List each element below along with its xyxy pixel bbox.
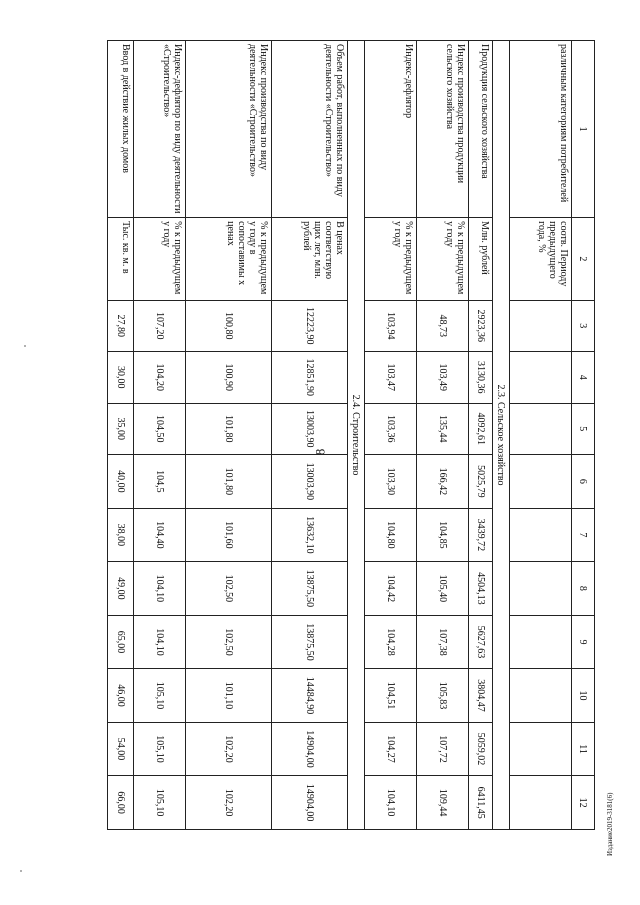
cell-value: 135,44 bbox=[417, 403, 469, 455]
column-header: 6 bbox=[572, 455, 595, 509]
row-label: Индекс-дефлятор bbox=[365, 41, 417, 218]
cell-value: 35,00 bbox=[108, 403, 134, 455]
row-label: Объем работ, выполненных по виду деятельности «Строительство» bbox=[272, 41, 348, 218]
cell-value: 103,49 bbox=[417, 352, 469, 404]
row-unit: % к предыдущем у году bbox=[365, 218, 417, 300]
cell-value: 103,30 bbox=[365, 455, 417, 509]
cell-value: 104,51 bbox=[365, 669, 417, 723]
cell-value: 104,10 bbox=[134, 562, 186, 616]
table-row bbox=[134, 41, 186, 830]
cell-value bbox=[510, 615, 572, 669]
cell-value: 4504,13 bbox=[469, 562, 493, 616]
cell-value: 107,38 bbox=[417, 615, 469, 669]
cell-value: 104,10 bbox=[134, 615, 186, 669]
footer-code: Издание2019-3181(6) bbox=[606, 792, 614, 856]
cell-value: 166,42 bbox=[417, 455, 469, 509]
cell-value: 14904,00 bbox=[272, 776, 348, 830]
cell-value: 100,90 bbox=[186, 352, 272, 404]
section-title-construction: 2.4. Строительство bbox=[348, 41, 365, 830]
cell-value bbox=[510, 352, 572, 404]
page-number: 8 bbox=[312, 448, 327, 456]
table-row bbox=[469, 41, 493, 830]
table-row bbox=[108, 41, 134, 830]
cell-value: 5025,79 bbox=[469, 455, 493, 509]
row-label: Ввод в действие жилых домов bbox=[108, 41, 134, 218]
cell-value: 66,00 bbox=[108, 776, 134, 830]
row-label: Продукция сельского хозяйства bbox=[469, 41, 493, 218]
cell-value: 101,60 bbox=[186, 508, 272, 562]
row-unit: Млн. рублей bbox=[469, 218, 493, 300]
cell-value bbox=[510, 508, 572, 562]
column-header: 2 bbox=[572, 218, 595, 300]
cell-value: 105,10 bbox=[134, 722, 186, 776]
cell-value: 104,5 bbox=[134, 455, 186, 509]
section-title-agriculture: 2.3. Сельское хозяйство bbox=[493, 41, 510, 830]
cell-value: 40,00 bbox=[108, 455, 134, 509]
row-unit: соотв. Периоду предыдущего года, % bbox=[510, 218, 572, 300]
cell-value: 103,47 bbox=[365, 352, 417, 404]
cell-value: 103,94 bbox=[365, 300, 417, 352]
cell-value: 104,85 bbox=[417, 508, 469, 562]
cell-value: 13003,90 bbox=[272, 403, 348, 455]
cell-value bbox=[510, 403, 572, 455]
cell-value: 30,00 bbox=[108, 352, 134, 404]
column-header: 9 bbox=[572, 615, 595, 669]
data-table bbox=[107, 40, 595, 830]
cell-value: 65,00 bbox=[108, 615, 134, 669]
cell-value bbox=[510, 669, 572, 723]
section-row bbox=[493, 41, 510, 830]
cell-value: 104,10 bbox=[365, 776, 417, 830]
section-row bbox=[348, 41, 365, 830]
cell-value: 13875,50 bbox=[272, 562, 348, 616]
scan-dot bbox=[24, 345, 26, 347]
cell-value: 12223,90 bbox=[272, 300, 348, 352]
cell-value: 101,80 bbox=[186, 455, 272, 509]
column-header: 8 bbox=[572, 562, 595, 616]
cell-value: 13632,10 bbox=[272, 508, 348, 562]
cell-value: 6411,45 bbox=[469, 776, 493, 830]
cell-value: 49,00 bbox=[108, 562, 134, 616]
cell-value: 105,10 bbox=[134, 776, 186, 830]
cell-value: 102,50 bbox=[186, 562, 272, 616]
cell-value: 3439,72 bbox=[469, 508, 493, 562]
cell-value bbox=[510, 455, 572, 509]
cell-value: 107,72 bbox=[417, 722, 469, 776]
table-row bbox=[417, 41, 469, 830]
cell-value: 109,44 bbox=[417, 776, 469, 830]
column-header: 4 bbox=[572, 352, 595, 404]
row-unit: % к предыдущем у году bbox=[417, 218, 469, 300]
cell-value: 102,50 bbox=[186, 615, 272, 669]
column-header: 7 bbox=[572, 508, 595, 562]
row-label: Индекс производства по виду деятельности «Строительство» bbox=[186, 41, 272, 218]
cell-value: 14484,90 bbox=[272, 669, 348, 723]
header-row bbox=[572, 41, 595, 830]
cell-value: 107,20 bbox=[134, 300, 186, 352]
cell-value: 14904,00 bbox=[272, 722, 348, 776]
cell-value: 5059,02 bbox=[469, 722, 493, 776]
cell-value: 104,80 bbox=[365, 508, 417, 562]
cell-value: 105,40 bbox=[417, 562, 469, 616]
cell-value: 13875,50 bbox=[272, 615, 348, 669]
cell-value: 104,20 bbox=[134, 352, 186, 404]
cell-value: 2923,36 bbox=[469, 300, 493, 352]
row-unit: В ценах соответствую щих лет, млн. рублей bbox=[272, 218, 348, 300]
column-header: 12 bbox=[572, 776, 595, 830]
cell-value: 4092,61 bbox=[469, 403, 493, 455]
scan-dot bbox=[20, 870, 22, 872]
cell-value bbox=[510, 300, 572, 352]
cell-value: 101,80 bbox=[186, 403, 272, 455]
rotated-table-container bbox=[95, 40, 595, 830]
table-row bbox=[186, 41, 272, 830]
row-unit: % к предыдущем у году в сопоставимы х ценах bbox=[186, 218, 272, 300]
cell-value: 104,42 bbox=[365, 562, 417, 616]
column-header: 1 bbox=[572, 41, 595, 218]
row-label: Индекс-дефлятор по виду деятельности «Строительство» bbox=[134, 41, 186, 218]
row-unit: Тыс. кв. м. в bbox=[108, 218, 134, 300]
cell-value bbox=[510, 776, 572, 830]
cell-value: 105,10 bbox=[134, 669, 186, 723]
cell-value: 27,80 bbox=[108, 300, 134, 352]
cell-value: 104,40 bbox=[134, 508, 186, 562]
table-row bbox=[365, 41, 417, 830]
column-header: 10 bbox=[572, 669, 595, 723]
cell-value: 104,28 bbox=[365, 615, 417, 669]
cell-value bbox=[510, 722, 572, 776]
column-header: 3 bbox=[572, 300, 595, 352]
cell-value: 105,83 bbox=[417, 669, 469, 723]
column-header: 11 bbox=[572, 722, 595, 776]
cell-value: 102,20 bbox=[186, 722, 272, 776]
cell-value: 38,00 bbox=[108, 508, 134, 562]
cell-value: 13003,90 bbox=[272, 455, 348, 509]
cell-value: 104,27 bbox=[365, 722, 417, 776]
cell-value: 46,00 bbox=[108, 669, 134, 723]
row-label: различным категориям потребителей bbox=[510, 41, 572, 218]
cell-value: 104,50 bbox=[134, 403, 186, 455]
cell-value: 3130,36 bbox=[469, 352, 493, 404]
row-unit: % к предыдущем у году bbox=[134, 218, 186, 300]
cell-value: 100,80 bbox=[186, 300, 272, 352]
cell-value: 102,20 bbox=[186, 776, 272, 830]
cell-value: 3804,47 bbox=[469, 669, 493, 723]
table-row bbox=[510, 41, 572, 830]
cell-value: 12851,90 bbox=[272, 352, 348, 404]
cell-value: 54,00 bbox=[108, 722, 134, 776]
cell-value bbox=[510, 562, 572, 616]
cell-value: 101,10 bbox=[186, 669, 272, 723]
cell-value: 103,36 bbox=[365, 403, 417, 455]
cell-value: 5627,63 bbox=[469, 615, 493, 669]
row-label: Индекс производства продукции сельского хозяйства bbox=[417, 41, 469, 218]
cell-value: 48,73 bbox=[417, 300, 469, 352]
column-header: 5 bbox=[572, 403, 595, 455]
table-row bbox=[272, 41, 348, 830]
